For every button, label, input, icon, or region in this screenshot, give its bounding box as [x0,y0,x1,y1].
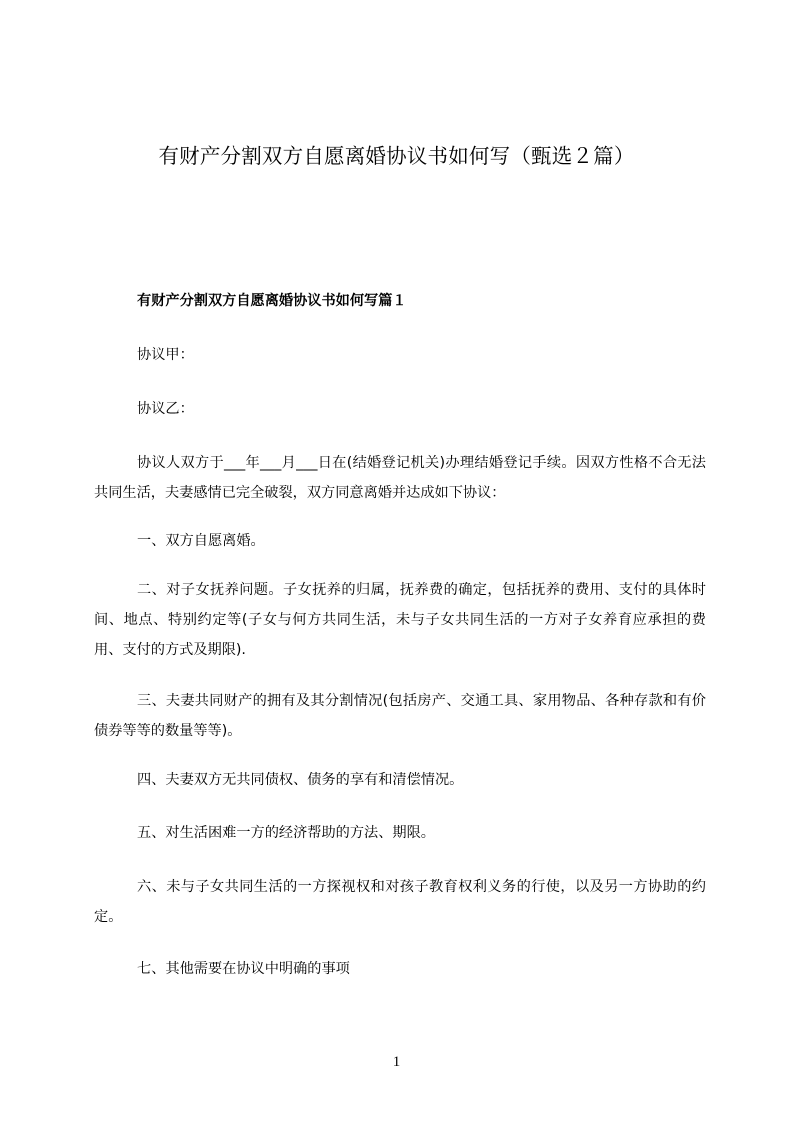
party-a-label: 协议甲： [137,347,194,363]
clause-7: 七、其他需要在协议中明确的事项 [137,961,350,977]
intro-paragraph: 协议人双方于___年___月___日在(结婚登记机关)办理结婚登记手续。因双方性格不合无法共同生活，夫妻感情已完全破裂，双方同意离婚并达成如下协议： [94,455,706,501]
page-number: 1 [392,1054,401,1070]
section-heading: 有财产分割双方自愿离婚协议书如何写篇１ [137,293,407,309]
clause-5: 五、对生活困难一方的经济帮助的方法、期限。 [137,825,435,841]
party-b-label: 协议乙： [137,401,194,417]
clause-2: 二、对子女抚养问题。子女抚养的归属，抚养费的确定，包括抚养的费用、支付的具体时间、地点、特别约定等(子女与何方共同生活，未与子女共同生活的一方对子女养育应承担的费用、支付的方式及期限). [94,582,706,658]
clause-6: 六、未与子女共同生活的一方探视权和对孩子教育权利义务的行使，以及另一方协助的约定。 [94,879,706,925]
clause-4: 四、夫妻双方无共同债权、债务的享有和清偿情况。 [137,772,464,788]
clause-1: 一、双方自愿离婚。 [137,533,265,549]
clause-3: 三、夫妻共同财产的拥有及其分割情况(包括房产、交通工具、家用物品、各种存款和有价债券等等的数量等等)。 [94,693,706,739]
document-title: 有财产分割双方自愿离婚协议书如何写（甄选２篇） [158,144,635,168]
